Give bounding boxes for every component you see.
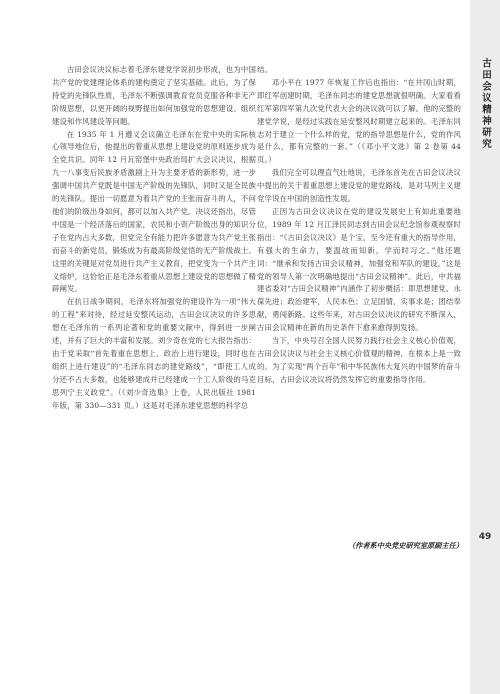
paragraph: 邓小平在 1977 年恢复工作后也指出：“在井冈山时期，即红军创建时期，毛泽东同志的建党思想就很明确。大家看看红军第四军第九次党代表大会的决议就可以了解。他的完整的建党学说，是经过实践在延安整风时期建立起来的。毛泽东同志对于建立一个什么样的党，党的指导思想是什么，党的作风是什么，都有完整的一套。”（《邓小平文选》第 2 卷第 44 页。） — [257, 77, 461, 165]
paragraph: 古田会议决议标志着毛泽东建党学说初步形成，也为中国共产党的党建理论体系的建构奠定了坚实基础。此后，为了保持党的先锋队性质，毛泽东不断强调教育党员克服各种非无产阶级思想，以更开阔的视野提出如何加强党的思想建设、组织建设和作风建设等问题。 — [52, 65, 256, 126]
paragraph: 当下，中央号召全国人民努力践行社会主义核心价值观，古田会议决议与社会主义核心价值观的精神，在根本上是一致的。为了实现“两个百年”和中华民族伟大复兴的中国梦的奋斗目标，古田会议决议将仍然发挥它的重要指导作用。 — [257, 336, 461, 384]
journal-sidebar — [470, 0, 500, 694]
right-text-column — [257, 64, 461, 387]
paragraph: 正因为古田会议决议在党的建设发展史上有如此重要地位，1989 年 12 月江泽民同志到古田会议纪念馆参观视察时指出：“《古田会议决议》是个宝，至今还有重大的指导作用，有强大的生命力，要温故而知新，学而时习之。”他还题词：“继承和发扬古田会议精神，加强党和军队的建设。”这是党的领导人第一次明确地提出“古田会议精神”。此后，中共福建省委对“古田会议精神”内涵作了初步概括：即思想建党、永葆先进；政治建军，人民本色；立足国情，实事求是；团结奉献，勇闯新路。这些年来，对古田会议决议的研究不断深入，古田会议精神在新的历史条件下愈来愈得到发扬。 — [257, 206, 461, 333]
paragraph: 我们完全可以理直气壮地说，毛泽东首先在古田会议决议中提出的关于着重思想上建设党的建党路线，是对马列主义建党学说在中国的创造性发展。 — [257, 168, 461, 204]
paragraph: 在 1935 年 1 月遵义会议确立毛泽东在党中央的实际核心领导地位后，他提出的着重从思想上建设党的原则逐步成为全党共识。同年 12 月瓦窑堡中央政治局扩大会议决议，根据九一八事变后民族矛盾激剧上升为主要矛盾的新形势，进一步强调中国共产党既是中国无产阶级的先锋队，同时又是全民族的先锋队。提出一切愿意为着共产党的主张而奋斗的人，不问他们的阶级出身如何，都可以加入共产党。决议还指出，尽管中国是一个经济落后的国家，农民和小资产阶级出身的知识分子在党内占大多数，但党完全有能力把许多愿意为共产党主张而奋斗的新党员，锻炼成为有最高阶级觉悟的无产阶级战士。这里的关键是对党员进行共产主义教育，把党变为一个共产主义熔炉，这恰恰正是毛泽东着重从思想上建设党的思想做了精辟阐发。 — [52, 129, 256, 294]
left-text-column — [52, 64, 256, 412]
paragraph: 结。 — [257, 65, 273, 74]
page-number: 49 — [478, 532, 492, 542]
author-note: （作者系中央党史研究室原副主任） — [347, 541, 463, 550]
paragraph: 在抗日战争期间，毛泽东将加强党的建设作为一项“伟大的工程”来对待，经过延安整风运动，古田会议决议的许多思想在毛泽东的一系列论著和党的重要文献中，得到进一步阐述，并有了巨大的丰富和发展。刘少奇在党的七大报告指出：由于党采取“首先着重在思想上、政治上进行建设，同时也在组织上进行建设”的“毛泽东同志的建党路线”，“即使工人成分还不占大多数，也能够建成并已经建成一个工人阶级的马克思列宁主义政党”。（《刘少奇选集》上卷，人民出版社 1981 年版，第 330—331 页。）这是对毛泽东建党思想的科学总 — [52, 297, 256, 410]
column-section-title: 古田会议精神研究 — [480, 58, 491, 150]
